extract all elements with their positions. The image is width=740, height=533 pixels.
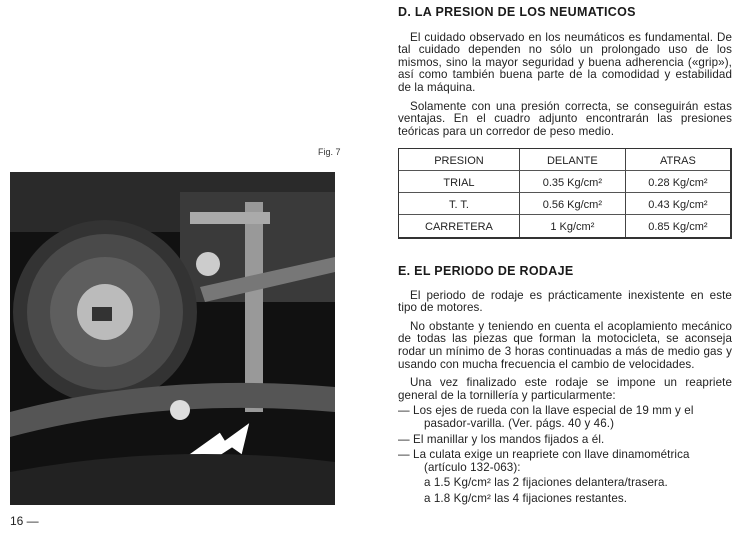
table-header-row [399, 149, 730, 171]
paragraph: Solamente con una presión correcta, se conseguirán estas ventajas. En el cuadro adjunto encontrarán las presiones teóricas para un corredor de peso medio. [398, 99, 732, 138]
section-d-title: D. LA PRESION DE LOS NEUMATICOS [398, 5, 636, 19]
cell: CARRETERA [399, 215, 520, 237]
list-item: — Los ejes de rueda con la llave especial de 19 mm y el pasador-varilla. (Ver. págs. 40 y 46.) [398, 404, 694, 430]
table-row [399, 215, 730, 237]
cell: 0.28 Kg/cm² [626, 171, 730, 193]
paragraph: Una vez finalizado este rodaje se impone un reapriete general de la tornillería y particularmente: [398, 376, 732, 402]
figure-label: Fig. 7 [318, 147, 341, 157]
list-subitem: a 1.8 Kg/cm² las 4 fijaciones restantes. [424, 491, 628, 505]
cell: 1 Kg/cm² [520, 215, 626, 237]
engine-photo [10, 172, 335, 505]
header-cell: DELANTE [520, 149, 626, 171]
cell: 0.85 Kg/cm² [648, 221, 708, 233]
table-row [399, 193, 730, 215]
cell: 0.43 Kg/cm² [626, 193, 730, 215]
table-row [399, 171, 730, 193]
header-cell: ATRAS [626, 149, 730, 171]
paragraph: El cuidado observado en los neumáticos es fundamental. De tal cuidado dependen no sólo un prolongado uso de los mismos, sino la mayor seguridad y buena adherencia («grip»), así como también buena parte de la comodidad y estabilidad de la máquina. [398, 30, 732, 94]
section-e-title: E. EL PERIODO DE RODAJE [398, 264, 574, 278]
cell: 0.56 Kg/cm² [520, 193, 626, 215]
retighten-list [398, 405, 732, 505]
list-subitem: a 1.5 Kg/cm² las 2 fijaciones delantera/trasera. [424, 476, 668, 490]
paragraph: El periodo de rodaje es prácticamente inexistente en este tipo de motores. [398, 288, 732, 315]
header-cell: PRESION [399, 149, 520, 171]
cell: 0.35 Kg/cm² [520, 171, 626, 193]
list-item: — La culata exige un reapriete con llave dinamométrica (artículo 132-063): [398, 448, 690, 474]
tire-pressure-table [398, 148, 732, 239]
page-number: 16 — [10, 514, 39, 528]
paragraph: No obstante y teniendo en cuenta el acoplamiento mecánico de todas las piezas que forman la motocicleta, se aconseja rodar un mínimo de 3 horas continuadas a más de medio gas y usando con mucha frecuencia el cambio de velocidades. [398, 319, 732, 371]
cell: TRIAL [399, 171, 520, 193]
list-item: — El manillar y los mandos fijados a él. [398, 432, 605, 446]
cell: T. T. [399, 193, 520, 215]
